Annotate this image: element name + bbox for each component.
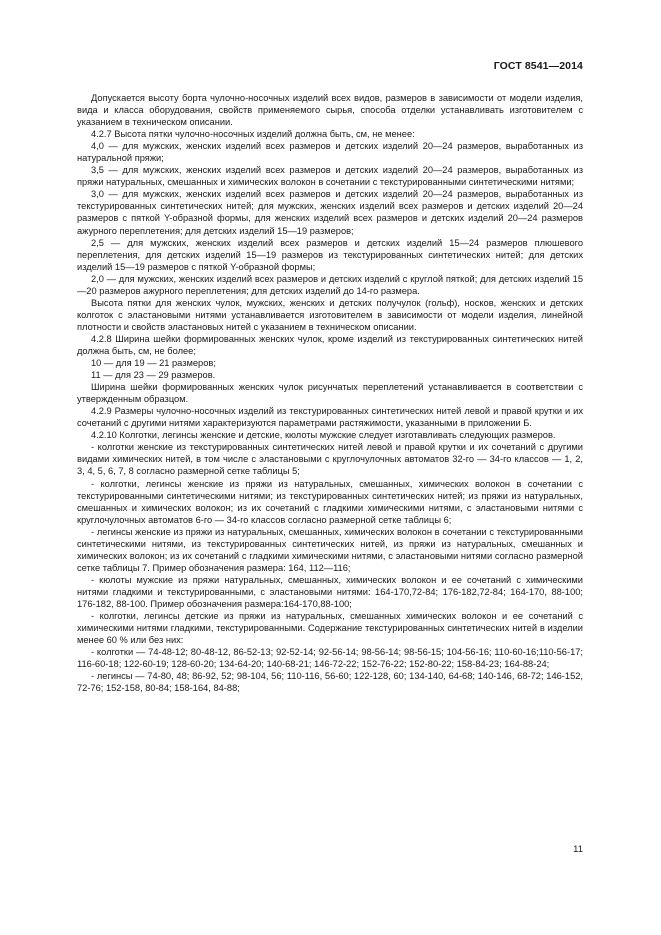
standard-designation: ГОСТ 8541—2014 [493, 60, 583, 72]
paragraph: Допускается высоту борта чулочно-носочных изделий всех видов, размеров в зависимости от модели изделия, вида и класса оборудования, свойств применяемого сырья, способа отделки устанавливать изготовителем с указанием в техническом описании. [77, 93, 583, 128]
paragraph: Высота пятки для женских чулок, мужских, женских и детских получулок (гольф), носков, женских и детских колготок с эластановыми нитями устанавливается изготовителем в зависимости от модели изделия, линейной плотности и свойств эластановых нитей с указанием в техническом описании. [77, 297, 583, 332]
paragraph: 2,5 — для мужских, женских изделий всех размеров и детских изделий 15—24 размеров плюшевого переплетения, для детских изделий 15—19 размеров из текстурированных синтетических нитей; для детских изделий 15—19 размеров с пяткой Y-образной формы; [77, 237, 583, 272]
paragraph: 4.2.7 Высота пятки чулочно-носочных изделий должна быть, см, не менее: [91, 129, 415, 140]
paragraph: 3,5 — для мужских, женских изделий всех размеров и детских изделий 20—24 размеров, выработанных из пряжи натуральных, смешанных и химических волокон в сочетании с текстурированными синтетическими нитями; [77, 165, 583, 188]
paragraph: 4,0 — для мужских, женских изделий всех размеров и детских изделий 20—24 размеров, выработанных из натуральной пряжи; [77, 141, 583, 164]
list-item: - кюлоты мужские из пряжи натуральных, смешанных, химических волокон и ее сочетаний с химическими нитями гладкими и текстурированными, с эластановыми нитями: 164-170,72-84; 176-182,72-84; 164-170, 88-100; 176-182, 88-100. Пример обозначения размера:164-170,88-100; [77, 574, 583, 609]
paragraph: 4.2.10 Колготки, легинсы женские и детские, кюлоты мужские следует изготавливать следующих размеров. [91, 430, 556, 441]
paragraph: 3,0 — для мужских, женских изделий всех размеров и детских изделий 20—24 размеров, выработанных из текстурированных синтетических нитей; для мужских, женских изделий всех размеров и детских изделий 20—24 размеров с пяткой Y-образной формы, для женских изделий всех размеров и детских изделий 20—24 размеров ажурного переплетения; для детских изделий 15—19 размеров; [77, 189, 583, 236]
list-item: - колготки женские из текстурированных синтетических нитей левой и правой крутки и их сочетаний с другими видами химических нитей, в том числе с эластановыми с круглочулочных автоматов 32-го — 34-го классов — 1, 2, 3, 4, 5, 6, 7, 8 согласно размерной сетке таблицы 5; [77, 442, 583, 477]
list-item: - колготки, легинсы детские из пряжи из натуральных, смешанных химических волокон и ее сочетаний с химическими нитями гладкими, текстурированными. Содержание текстурированных синтетических нитей в изделии менее 60 % или без них: [77, 611, 583, 646]
body-text [77, 92, 583, 694]
paragraph: 4.2.8 Ширина шейки формированных женских чулок, кроме изделий из текстурированных синтетических нитей должна быть, см, не более; [77, 333, 583, 356]
list-item: - колготки — 74-48-12; 80-48-12, 86-52-13; 92-52-14; 92-56-14; 98-56-14; 98-56-15; 104-56-16; 110-60-16;110-56-17; 116-60-18; 122-60-19; 128-60-20; 134-64-20; 140-68-21; 146-72-22; 152-76-22; 152-80-22; 158-84-23; 164-88-24; [77, 647, 583, 670]
paragraph: 4.2.9 Размеры чулочно-носочных изделий из текстурированных синтетических нитей левой и правой крутки и их сочетаний с другими нитями характеризуются параметрами растяжимости, указанными в приложении Б. [77, 406, 583, 429]
list-item: - колготки, легинсы женские из пряжи из натуральных, смешанных, химических волокон в сочетании с текстурированными синтетическими нитями; из текстурированных синтетических нитей; из пряжи из натуральных, смешанных и химических волокон; из их сочетаний с гладкими химическими нитями, с эластановыми нитями с круглочулочных автоматов 6-го — 34-го классов согласно размерной сетке таблицы 6; [77, 478, 583, 525]
list-item: - легинсы — 74-80, 48; 86-92, 52; 98-104, 56; 110-116, 56-60; 122-128, 60; 134-140, 64-68; 140-146, 68-72; 146-152, 72-76; 152-158, 80-84; 158-164, 84-88; [77, 671, 583, 694]
page-number: 11 [573, 844, 583, 855]
paragraph: 11 — для 23 — 29 размеров. [91, 370, 216, 381]
paragraph: 10 — для 19 — 21 размеров; [91, 358, 216, 369]
paragraph: 2,0 — для мужских, женских изделий всех размеров и детских изделий с круглой пяткой; для детских изделий 15—20 размеров ажурного переплетения; для детских изделий до 14-го размера. [77, 273, 583, 296]
paragraph: Ширина шейки формированных женских чулок рисунчатых переплетений устанавливается в соответствии с утвержденным образцом. [77, 382, 583, 405]
list-item: - легинсы женские из пряжи из натуральных, смешанных, химических волокон в сочетании с текстурированными синтетическими нитями, из текстурированных синтетических нитей, из пряжи из натуральных, смешанных и химических волокон; из их сочетаний с гладкими химическими нитями, с эластановыми нитями согласно размерной сетке таблицы 7. Пример обозначения размера: 164, 112—116; [77, 526, 583, 573]
